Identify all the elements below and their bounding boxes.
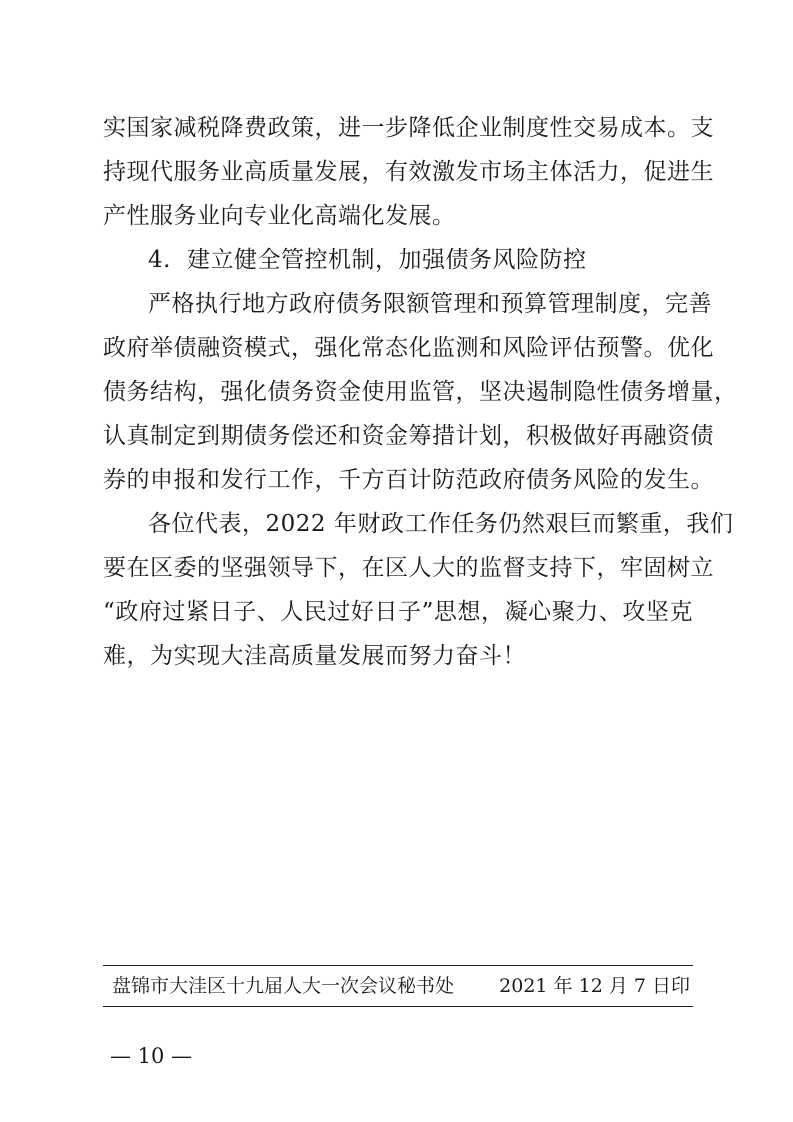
body-line: “政府过紧日子、人民过好日子”思想，凝心聚力、攻坚克 xyxy=(103,599,693,625)
footer-print-date: 2021 年 12 月 7 日印 xyxy=(499,975,690,997)
footer-issuer: 盘锦市大洼区十九届人大一次会议秘书处 xyxy=(112,975,455,997)
body-line: 严格执行地方政府债务限额管理和预算管理制度，完善 xyxy=(148,291,712,317)
section-number: 4. xyxy=(148,247,171,273)
page-number: — 10 — xyxy=(110,1044,193,1068)
body-line: 要在区委的坚强领导下，在区人大的监督支持下，牢固树立 xyxy=(103,555,714,581)
body-line: 认真制定到期债务偿还和资金筹措计划，积极做好再融资债 xyxy=(103,423,714,449)
body-line: 实国家减税降费政策，进一步降低企业制度性交易成本。支 xyxy=(103,115,714,141)
body-line: 产性服务业向专业化高端化发展。 xyxy=(103,203,456,229)
section-heading xyxy=(148,244,586,276)
footer-bottom-rule xyxy=(103,1006,693,1007)
body-line: 政府举债融资模式，强化常态化监测和风险评估预警。优化 xyxy=(103,335,714,361)
body-line: 券的申报和发行工作，千方百计防范政府债务风险的发生。 xyxy=(103,467,714,493)
body-line: 难，为实现大洼高质量发展而努力奋斗！ xyxy=(103,643,526,669)
body-line: 各位代表，2022 年财政工作任务仍然艰巨而繁重，我们 xyxy=(148,511,734,537)
section-title: 建立健全管控机制，加强债务风险防控 xyxy=(186,247,587,273)
body-line: 持现代服务业高质量发展，有效激发市场主体活力，促进生 xyxy=(103,159,714,185)
footer-top-rule xyxy=(103,965,693,966)
body-line: 债务结构，强化债务资金使用监管，坚决遏制隐性债务增量， xyxy=(103,379,738,405)
